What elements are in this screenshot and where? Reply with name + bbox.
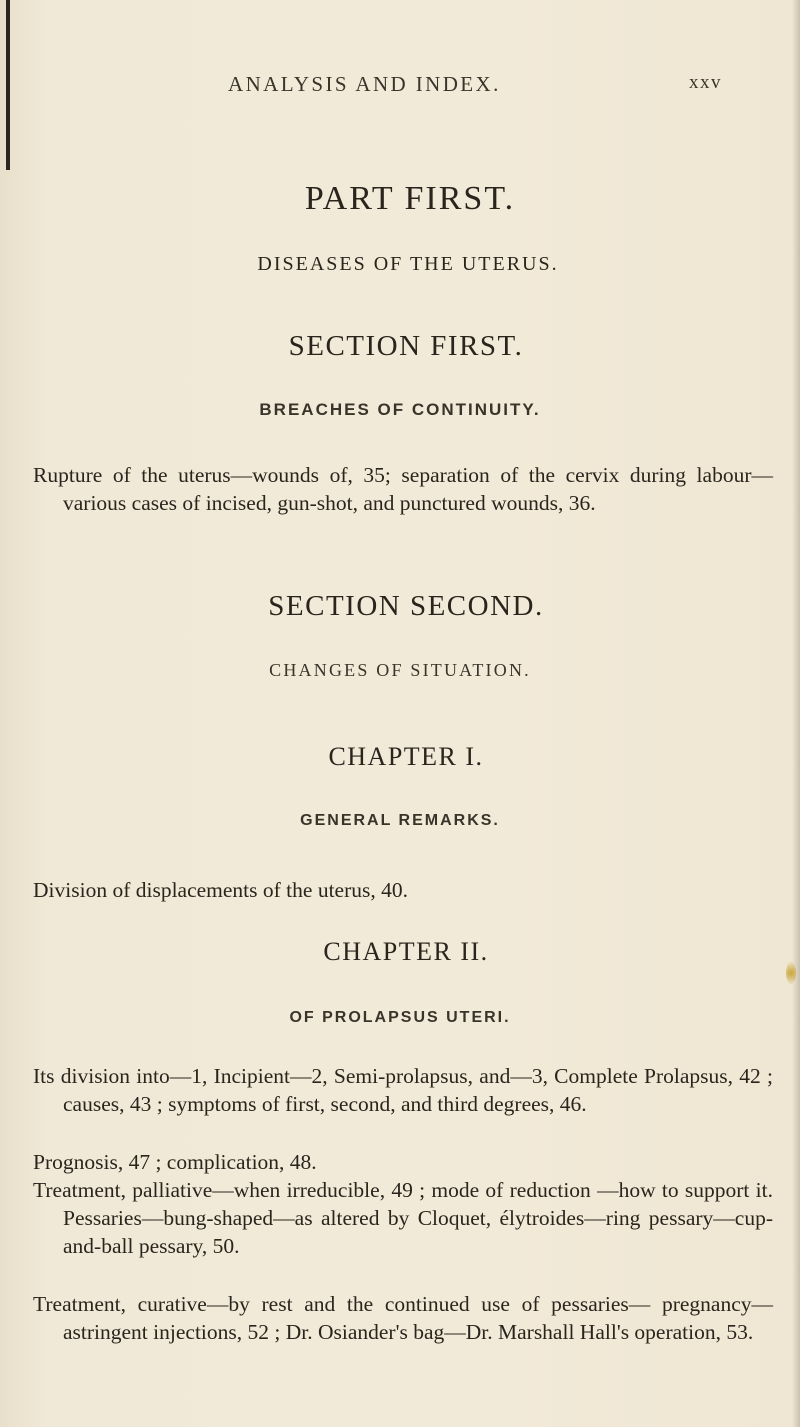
part-title: PART FIRST. xyxy=(304,180,516,217)
chapter-2-paragraph: Prognosis, 47 ; complication, 48. xyxy=(33,1150,317,1174)
chapter-2-paragraph: Treatment, palliative—when irreducible, 49 ; mode of reduction —how to support it. Pessaries—bung-shaped—as altered by Cloquet, élytroides—ring pessary—cup-and-ball pessary, 50. xyxy=(33,1178,773,1258)
running-head: ANALYSIS AND INDEX. xyxy=(228,72,501,96)
chapter-2-paragraph: Treatment, curative—by rest and the continued use of pessaries— pregnancy—astringent injections, 52 ; Dr. Osiander's bag—Dr. Marshall Hall's operation, 53. xyxy=(33,1292,773,1344)
section-second-subtitle: CHANGES OF SITUATION. xyxy=(269,660,531,680)
chapter-1-subtitle: GENERAL REMARKS. xyxy=(300,812,500,829)
section-first-title: SECTION FIRST. xyxy=(288,330,524,362)
chapter-1-title: CHAPTER I. xyxy=(328,742,484,771)
part-subtitle: DISEASES OF THE UTERUS. xyxy=(257,253,559,275)
chapter-2-title: CHAPTER II. xyxy=(323,937,489,966)
chapter-2-paragraph: Its division into—1, Incipient—2, Semi-prolapsus, and—3, Complete Prolapsus, 42 ; causes, 43 ; symptoms of first, second, and third degrees, 46. xyxy=(33,1064,773,1116)
chapter-2-subtitle: OF PROLAPSUS UTERI. xyxy=(289,1009,511,1026)
page-number: xxv xyxy=(689,72,722,93)
section-first-paragraph: Rupture of the uterus—wounds of, 35; separation of the cervix during labour—various cases of incised, gun-shot, and punctured wounds, 36. xyxy=(33,463,773,515)
section-first-subtitle: BREACHES OF CONTINUITY. xyxy=(259,400,541,419)
chapter-1-paragraph: Division of displacements of the uterus, 40. xyxy=(33,878,408,902)
section-second-title: SECTION SECOND. xyxy=(268,590,544,622)
page-header xyxy=(0,72,800,102)
